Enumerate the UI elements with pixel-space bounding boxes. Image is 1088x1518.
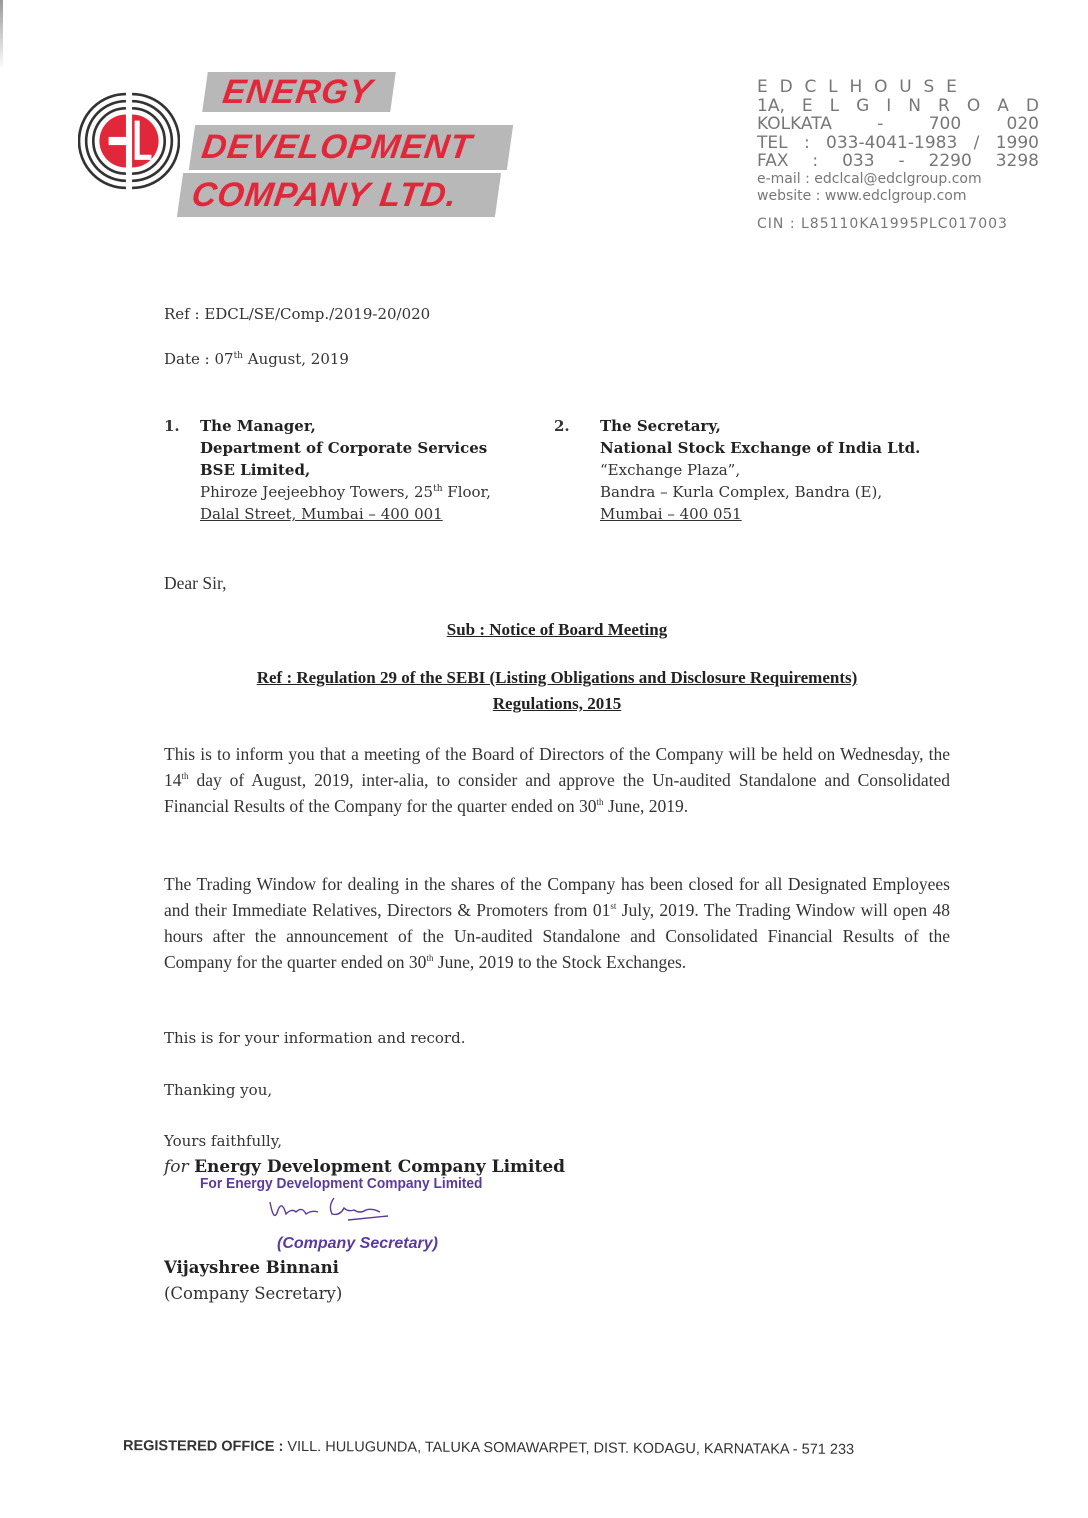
logo-text-company: COMPANY LTD. bbox=[189, 176, 460, 214]
address-token: E bbox=[801, 95, 813, 116]
reference-regulation-2 bbox=[164, 694, 950, 714]
for-prefix: for bbox=[164, 1157, 189, 1177]
address-token: H bbox=[849, 77, 863, 97]
address-token: 033-4041-1983 bbox=[826, 132, 958, 153]
signature-icon bbox=[262, 1190, 392, 1230]
para-text: This is to inform you that a meeting of the Board of Directors of the Company will be held on Wednesday, the 14 bbox=[164, 744, 950, 790]
address-token: 700 bbox=[928, 114, 962, 134]
for-company-name: Energy Development Company Limited bbox=[194, 1157, 566, 1177]
date-sup: th bbox=[233, 351, 243, 361]
address-token: - bbox=[877, 114, 884, 134]
logo-banner-development bbox=[189, 125, 513, 170]
closing-info: This is for your information and record. bbox=[164, 1029, 466, 1047]
addressee-address-line1 bbox=[200, 481, 491, 503]
addressee-title: The Manager, bbox=[200, 417, 316, 435]
address-token: D bbox=[779, 77, 793, 97]
stamp-company: For Energy Development Company Limited bbox=[200, 1176, 483, 1192]
date-day: Date : 07 bbox=[164, 350, 234, 368]
addressee-address-line3: Mumbai – 400 051 bbox=[600, 505, 742, 523]
address-line-city bbox=[757, 115, 1039, 134]
paragraph-board-meeting bbox=[164, 741, 950, 819]
letterhead-address bbox=[757, 78, 1039, 233]
para-text: June, 2019. bbox=[603, 796, 689, 816]
address-token: 1990 bbox=[995, 132, 1039, 153]
address-token: FAX bbox=[757, 151, 789, 171]
address-line-fax bbox=[757, 152, 1039, 171]
addressee-organization: National Stock Exchange of India Ltd. bbox=[600, 439, 921, 457]
address-token: E bbox=[946, 77, 957, 97]
address-token: - bbox=[898, 151, 905, 171]
addressee-number: 1. bbox=[164, 417, 180, 435]
para-sup: th bbox=[596, 797, 604, 808]
yours-faithfully: Yours faithfully, bbox=[164, 1132, 282, 1150]
para-text: The Trading Window for dealing in the shares of the Company has been closed for all Designated Employees and their Immediate Relatives, Directors & Promoters from 01 bbox=[164, 874, 950, 920]
address-token: R bbox=[938, 95, 950, 116]
letter-date bbox=[164, 350, 349, 368]
address-line-house bbox=[757, 78, 957, 97]
para-sup: st bbox=[610, 901, 617, 912]
signatory-name: Vijayshree Binnani bbox=[164, 1258, 339, 1277]
addressee-bse bbox=[164, 415, 491, 525]
address-line-tel bbox=[757, 134, 1039, 153]
address-token: I bbox=[886, 95, 892, 116]
logo-text-development: DEVELOPMENT bbox=[199, 128, 475, 166]
signatory-role: (Company Secretary) bbox=[164, 1284, 343, 1303]
addressee-number: 2. bbox=[554, 417, 570, 435]
para-sup: th bbox=[181, 771, 189, 782]
addressee-organization: BSE Limited, bbox=[200, 461, 311, 479]
stamp-role: (Company Secretary) bbox=[277, 1235, 438, 1252]
address-token: U bbox=[899, 77, 912, 97]
scan-edge-mark bbox=[0, 0, 3, 70]
address-token: 2290 bbox=[928, 151, 972, 171]
address-token: O bbox=[966, 95, 981, 116]
addressee-address-line2: Bandra – Kurla Complex, Bandra (E), bbox=[600, 483, 883, 501]
addressee-address-line1: “Exchange Plaza”, bbox=[600, 461, 741, 479]
para-text: June, 2019 to the Stock Exchanges. bbox=[433, 952, 687, 972]
address-token: L bbox=[828, 77, 838, 97]
for-company-line bbox=[164, 1157, 565, 1177]
para-text: July, 2019. The Trading Window will open 48 hours after the announcement of the Un-audited Standalone and Consolidated Financial Results of the Company for the quarter ended on 30 bbox=[164, 900, 950, 972]
address-website: website : www.edclgroup.com bbox=[757, 187, 967, 204]
logo-banner-company bbox=[177, 173, 501, 217]
subject-line bbox=[164, 620, 950, 640]
address-token: TEL bbox=[757, 132, 788, 153]
address-token: 020 bbox=[1006, 114, 1039, 134]
logo-banner-energy bbox=[202, 72, 396, 112]
subject-text: Sub : Notice of Board Meeting bbox=[446, 620, 668, 639]
address-token: 033 bbox=[842, 151, 875, 171]
address-token: : bbox=[803, 132, 810, 153]
address-token: D bbox=[1025, 95, 1039, 116]
address-token: N bbox=[908, 95, 922, 116]
address-token: L bbox=[829, 95, 840, 116]
addressee-address-line2: Dalal Street, Mumbai – 400 001 bbox=[200, 505, 443, 523]
para-text: day of August, 2019, inter-alia, to consider and approve the Un-audited Standalone and Consolidated Financial Results of the Company for the quarter ended on 30 bbox=[164, 770, 950, 816]
address-token: C bbox=[804, 77, 817, 97]
address-cin: CIN : L85110KA1995PLC017003 bbox=[757, 215, 1008, 232]
reference-number: Ref : EDCL/SE/Comp./2019-20/020 bbox=[164, 305, 431, 323]
address-text: Floor, bbox=[442, 483, 491, 501]
address-token: O bbox=[874, 77, 888, 97]
date-month-year: August, 2019 bbox=[242, 350, 349, 368]
address-token: / bbox=[973, 132, 980, 153]
footer-address: VILL. HULUGUNDA, TALUKA SOMAWARPET, DIST. KODAGU, KARNATAKA - 571 233 bbox=[283, 1438, 855, 1458]
address-line-road bbox=[757, 97, 1039, 116]
address-token: E bbox=[757, 77, 768, 97]
reference-line2: Regulations, 2015 bbox=[492, 694, 622, 713]
address-token: 1A, bbox=[757, 95, 785, 116]
addressee-nse bbox=[554, 415, 920, 525]
reference-regulation bbox=[164, 668, 950, 688]
registered-office-footer bbox=[123, 1438, 854, 1458]
para-sup: th bbox=[426, 953, 434, 964]
logo-text-energy: ENERGY bbox=[220, 73, 376, 111]
address-token: KOLKATA bbox=[757, 114, 832, 134]
address-token: G bbox=[856, 95, 870, 116]
edcl-logo-icon bbox=[78, 90, 180, 192]
address-email: e-mail : edclcal@edclgroup.com bbox=[757, 170, 982, 187]
address-token: S bbox=[923, 77, 935, 97]
address-sup: th bbox=[433, 484, 443, 494]
salutation: Dear Sir, bbox=[164, 573, 227, 593]
address-token: A bbox=[997, 95, 1009, 116]
footer-label: REGISTERED OFFICE : bbox=[122, 1438, 284, 1455]
thanking-line: Thanking you, bbox=[164, 1081, 273, 1099]
addressee-department: Department of Corporate Services bbox=[200, 439, 488, 457]
address-token: 3298 bbox=[995, 151, 1039, 171]
address-text: Phiroze Jeejeebhoy Towers, 25 bbox=[200, 483, 434, 501]
reference-line1: Ref : Regulation 29 of the SEBI (Listing Obligations and Disclosure Requirements) bbox=[256, 668, 858, 687]
addressee-title: The Secretary, bbox=[600, 417, 721, 435]
paragraph-trading-window bbox=[164, 871, 950, 975]
address-token: : bbox=[812, 151, 819, 171]
